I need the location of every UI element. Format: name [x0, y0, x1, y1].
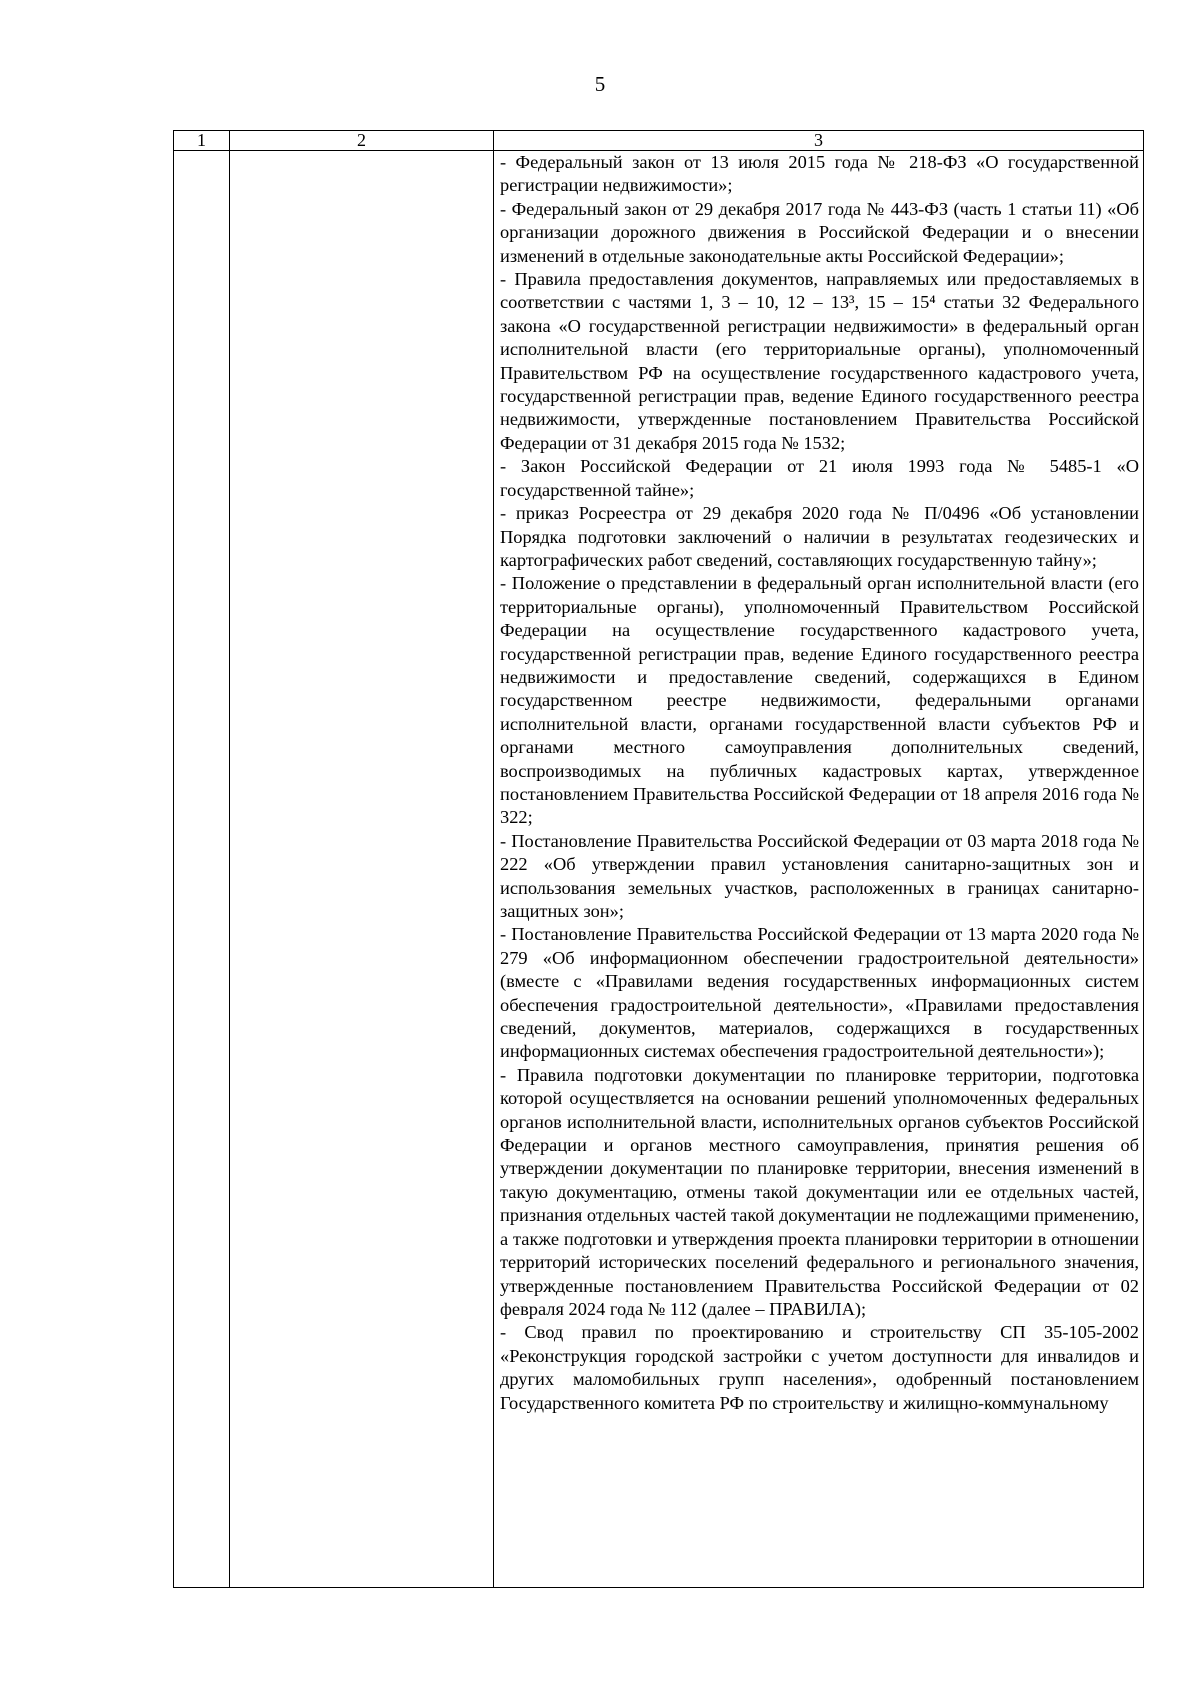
page-number: 5 [594, 72, 606, 96]
list-item: - Федеральный закон от 29 декабря 2017 года № 443-ФЗ (часть 1 статьи 11) «Об организации дорожного движения в Российской Федерации и о внесении изменений в отдельные законодательные акты Российской Федерации»; [500, 198, 1139, 266]
list-item: - Правила подготовки документации по планировке территории, подготовка которой осуществляется на основании решений уполномоченных федеральных органов исполнительной власти, исполнительных органов субъектов Российской Федерации и органов местного самоуправления, принятия решения об утверждении документации по планировке территории, внесения изменений в такую документацию, отмены такой документации или ее отдельных частей, признания отдельных частей такой документации не подлежащими применению, а также подготовки и утверждения проекта планировки территории в отношении территорий исторических поселений федерального и регионального значения, утвержденные постановлением Правительства Российской Федерации от 02 февраля 2024 года № 112 (далее – ПРАВИЛА); [500, 1064, 1139, 1319]
table-cell-col3 [494, 151, 1144, 1588]
table-cell-col1 [174, 151, 230, 1588]
document-table [173, 130, 1144, 1588]
list-item: - Свод правил по проектированию и строительству СП 35-105-2002 «Реконструкция городской застройки с учетом доступности для инвалидов и других маломобильных групп населения», одобренный постановлением Государственного комитета РФ по строительству и жилищно-коммунальному [500, 1322, 1139, 1413]
column-header-2: 2 [230, 131, 494, 151]
list-item: - Закон Российской Федерации от 21 июля 1993 года № 5485-1 «О государственной тайне»; [500, 456, 1139, 500]
table-header-row [174, 131, 1144, 151]
table-row [174, 151, 1144, 1588]
list-item: - Постановление Правительства Российской Федерации от 03 марта 2018 года № 222 «Об утверждении правил установления санитарно-защитных зон и использования земельных участков, расположенных в границах санитарно-защитных зон»; [500, 830, 1139, 921]
list-item: - Правила предоставления документов, направляемых или предоставляемых в соответствии с частями 1, 3 – 10, 12 – 13³, 15 – 15⁴ статьи 32 Федерального закона «О государственной регистрации недвижимости» в федеральный орган исполнительной власти (его территориальные органы), уполномоченный Правительством РФ на осуществление государственного кадастрового учета, государственной регистрации прав, ведение Единого государственного реестра недвижимости, утвержденные постановлением Правительства Российской Федерации от 31 декабря 2015 года № 1532; [500, 269, 1139, 453]
column-header-1: 1 [174, 131, 230, 151]
list-item: - Федеральный закон от 13 июля 2015 года № 218-ФЗ «О государственной регистрации недвижимости»; [500, 152, 1139, 196]
list-item: - Постановление Правительства Российской Федерации от 13 марта 2020 года № 279 «Об информационном обеспечении градостроительной деятельности» (вместе с «Правилами ведения государственных информационных систем обеспечения градостроительной деятельности», «Правилами предоставления сведений, документов, материалов, содержащихся в государственных информационных системах обеспечения градостроительной деятельности»); [500, 924, 1139, 1062]
column-header-3: 3 [494, 131, 1144, 151]
list-item: - приказ Росреестра от 29 декабря 2020 года № П/0496 «Об установлении Порядка подготовки заключений о наличии в результатах геодезических и картографических работ сведений, составляющих государственную тайну»; [500, 503, 1139, 570]
list-item: - Положение о представлении в федеральный орган исполнительной власти (его территориальные органы), уполномоченный Правительством Российской Федерации на осуществление государственного кадастрового учета, государственной регистрации прав, ведение Единого государственного реестра недвижимости и предоставление сведений, содержащихся в Едином государственном реестре недвижимости, федеральными органами исполнительной власти, органами государственной власти субъектов РФ и органами местного самоуправления дополнительных сведений, воспроизводимых на публичных кадастровых картах, утвержденное постановлением Правительства Российской Федерации от 18 апреля 2016 года № 322; [500, 573, 1139, 828]
table-cell-col2 [230, 151, 494, 1588]
